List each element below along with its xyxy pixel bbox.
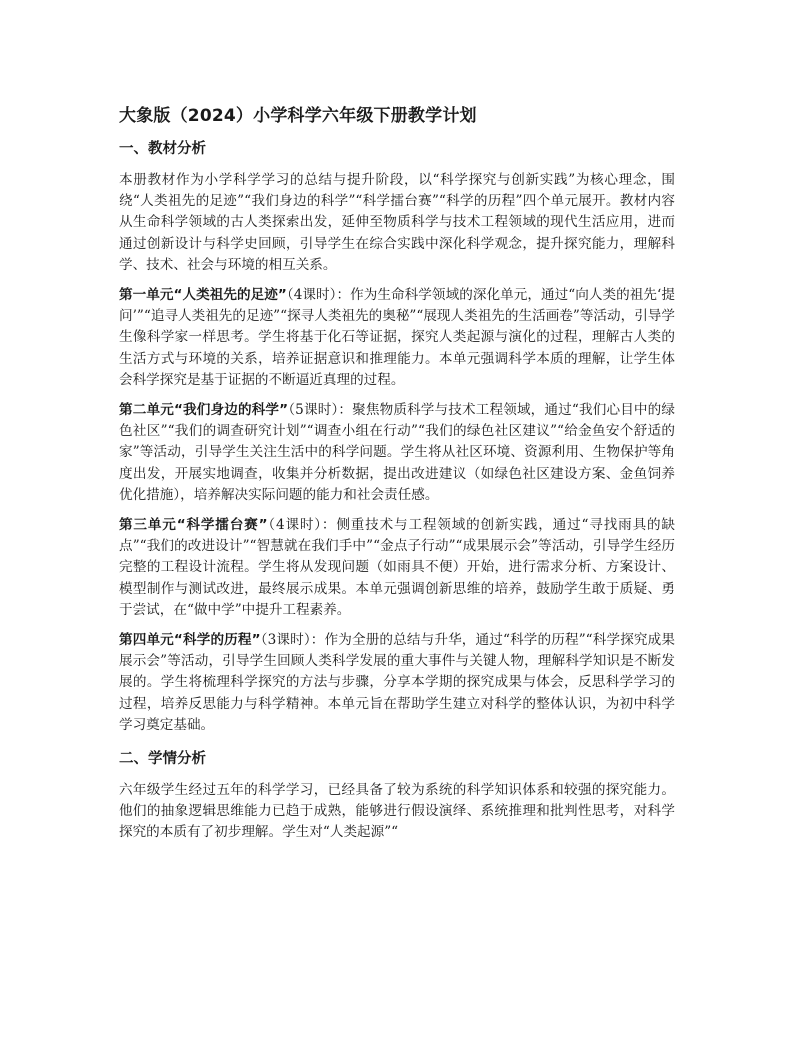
unit-title-3: 第三单元“科学擂台赛”: [119, 517, 268, 534]
unit-text-2: （5课时）：聚焦物质科学与技术工程领域，通过“我们心目中的绿色社区”“我们的调查研究计划”“调查小组在行动”“我们的绿色社区建议”“给金鱼安个舒适的家”等活动，引导学生关注生活中的科学问题。学生将从社区环境、资源利用、生物保护等角度出发，开展实地调查，收集并分析数据，提出改进建议（如绿色社区建设方案、金鱼饲养优化措施），培养解决实际问题的能力和社会责任感。: [119, 402, 675, 503]
unit-paragraph-2: [119, 400, 675, 506]
unit-paragraph-1: [119, 285, 675, 391]
unit-title-4: 第四单元“科学的历程”: [119, 632, 261, 649]
unit-title-1: 第一单元“人类祖先的足迹”: [119, 287, 287, 304]
unit-title-2: 第二单元“我们身边的科学”: [119, 402, 289, 419]
document-title: 大象版（2024）小学科学六年级下册教学计划: [119, 106, 477, 126]
textbook-analysis-intro: 本册教材作为小学科学学习的总结与提升阶段，以“科学探究与创新实践”为核心理念，围绕“人类祖先的足迹”“我们身边的科学”“科学擂台赛”“科学的历程”四个单元展开。教材内容从生命科学领域的古人类探索出发，延伸至物质科学与技术工程领域的现代生活应用，进而通过创新设计与科学史回顾，引导学生在综合实践中深化科学观念，提升探究能力，理解科学、技术、社会与环境的相互关系。: [119, 172, 675, 273]
section-heading-learner-analysis: 二、学情分析: [119, 751, 206, 768]
unit-text-4: （3课时）：作为全册的总结与升华，通过“科学的历程”“科学探究成果展示会”等活动，引导学生回顾人类科学发展的重大事件与关键人物，理解科学知识是不断发展的。学生将梳理科学探究的方法与步骤，分享本学期的探究成果与体会，反思科学学习的过程，培养反思能力与科学精神。本单元旨在帮助学生建立对科学的整体认识，为初中科学学习奠定基础。: [119, 632, 675, 733]
unit-paragraph-4: [119, 630, 675, 736]
document-page: [119, 104, 675, 853]
unit-text-3: （4课时）：侧重技术与工程领域的创新实践，通过“寻找雨具的缺点”“我们的改进设计”“智慧就在我们手中”“金点子行动”“成果展示会”等活动，引导学生经历完整的工程设计流程。学生将从发现问题（如雨具不便）开始，进行需求分析、方案设计、模型制作与测试改进，最终展示成果。本单元强调创新思维的培养，鼓励学生敢于质疑、勇于尝试，在“做中学”中提升工程素养。: [119, 517, 676, 618]
learner-analysis-intro: 六年级学生经过五年的科学学习，已经具备了较为系统的科学知识体系和较强的探究能力。他们的抽象逻辑思维能力已趋于成熟，能够进行假设演绎、系统推理和批判性思考，对科学探究的本质有了初步理解。学生对“人类起源”“: [119, 782, 675, 841]
unit-paragraph-3: [119, 515, 675, 621]
unit-text-1: （4课时）：作为生命科学领域的深化单元，通过“向人类的祖先‘提问’”“追寻人类祖先的足迹”“探寻人类祖先的奥秘”“展现人类祖先的生活画卷”等活动，引导学生像科学家一样思考。学生将基于化石等证据，探究人类起源与演化的过程，理解古人类的生活方式与环境的关系，培养证据意识和推理能力。本单元强调科学本质的理解，让学生体会科学探究是基于证据的不断逼近真理的过程。: [119, 287, 675, 388]
section-heading-textbook-analysis: 一、教材分析: [119, 141, 206, 157]
